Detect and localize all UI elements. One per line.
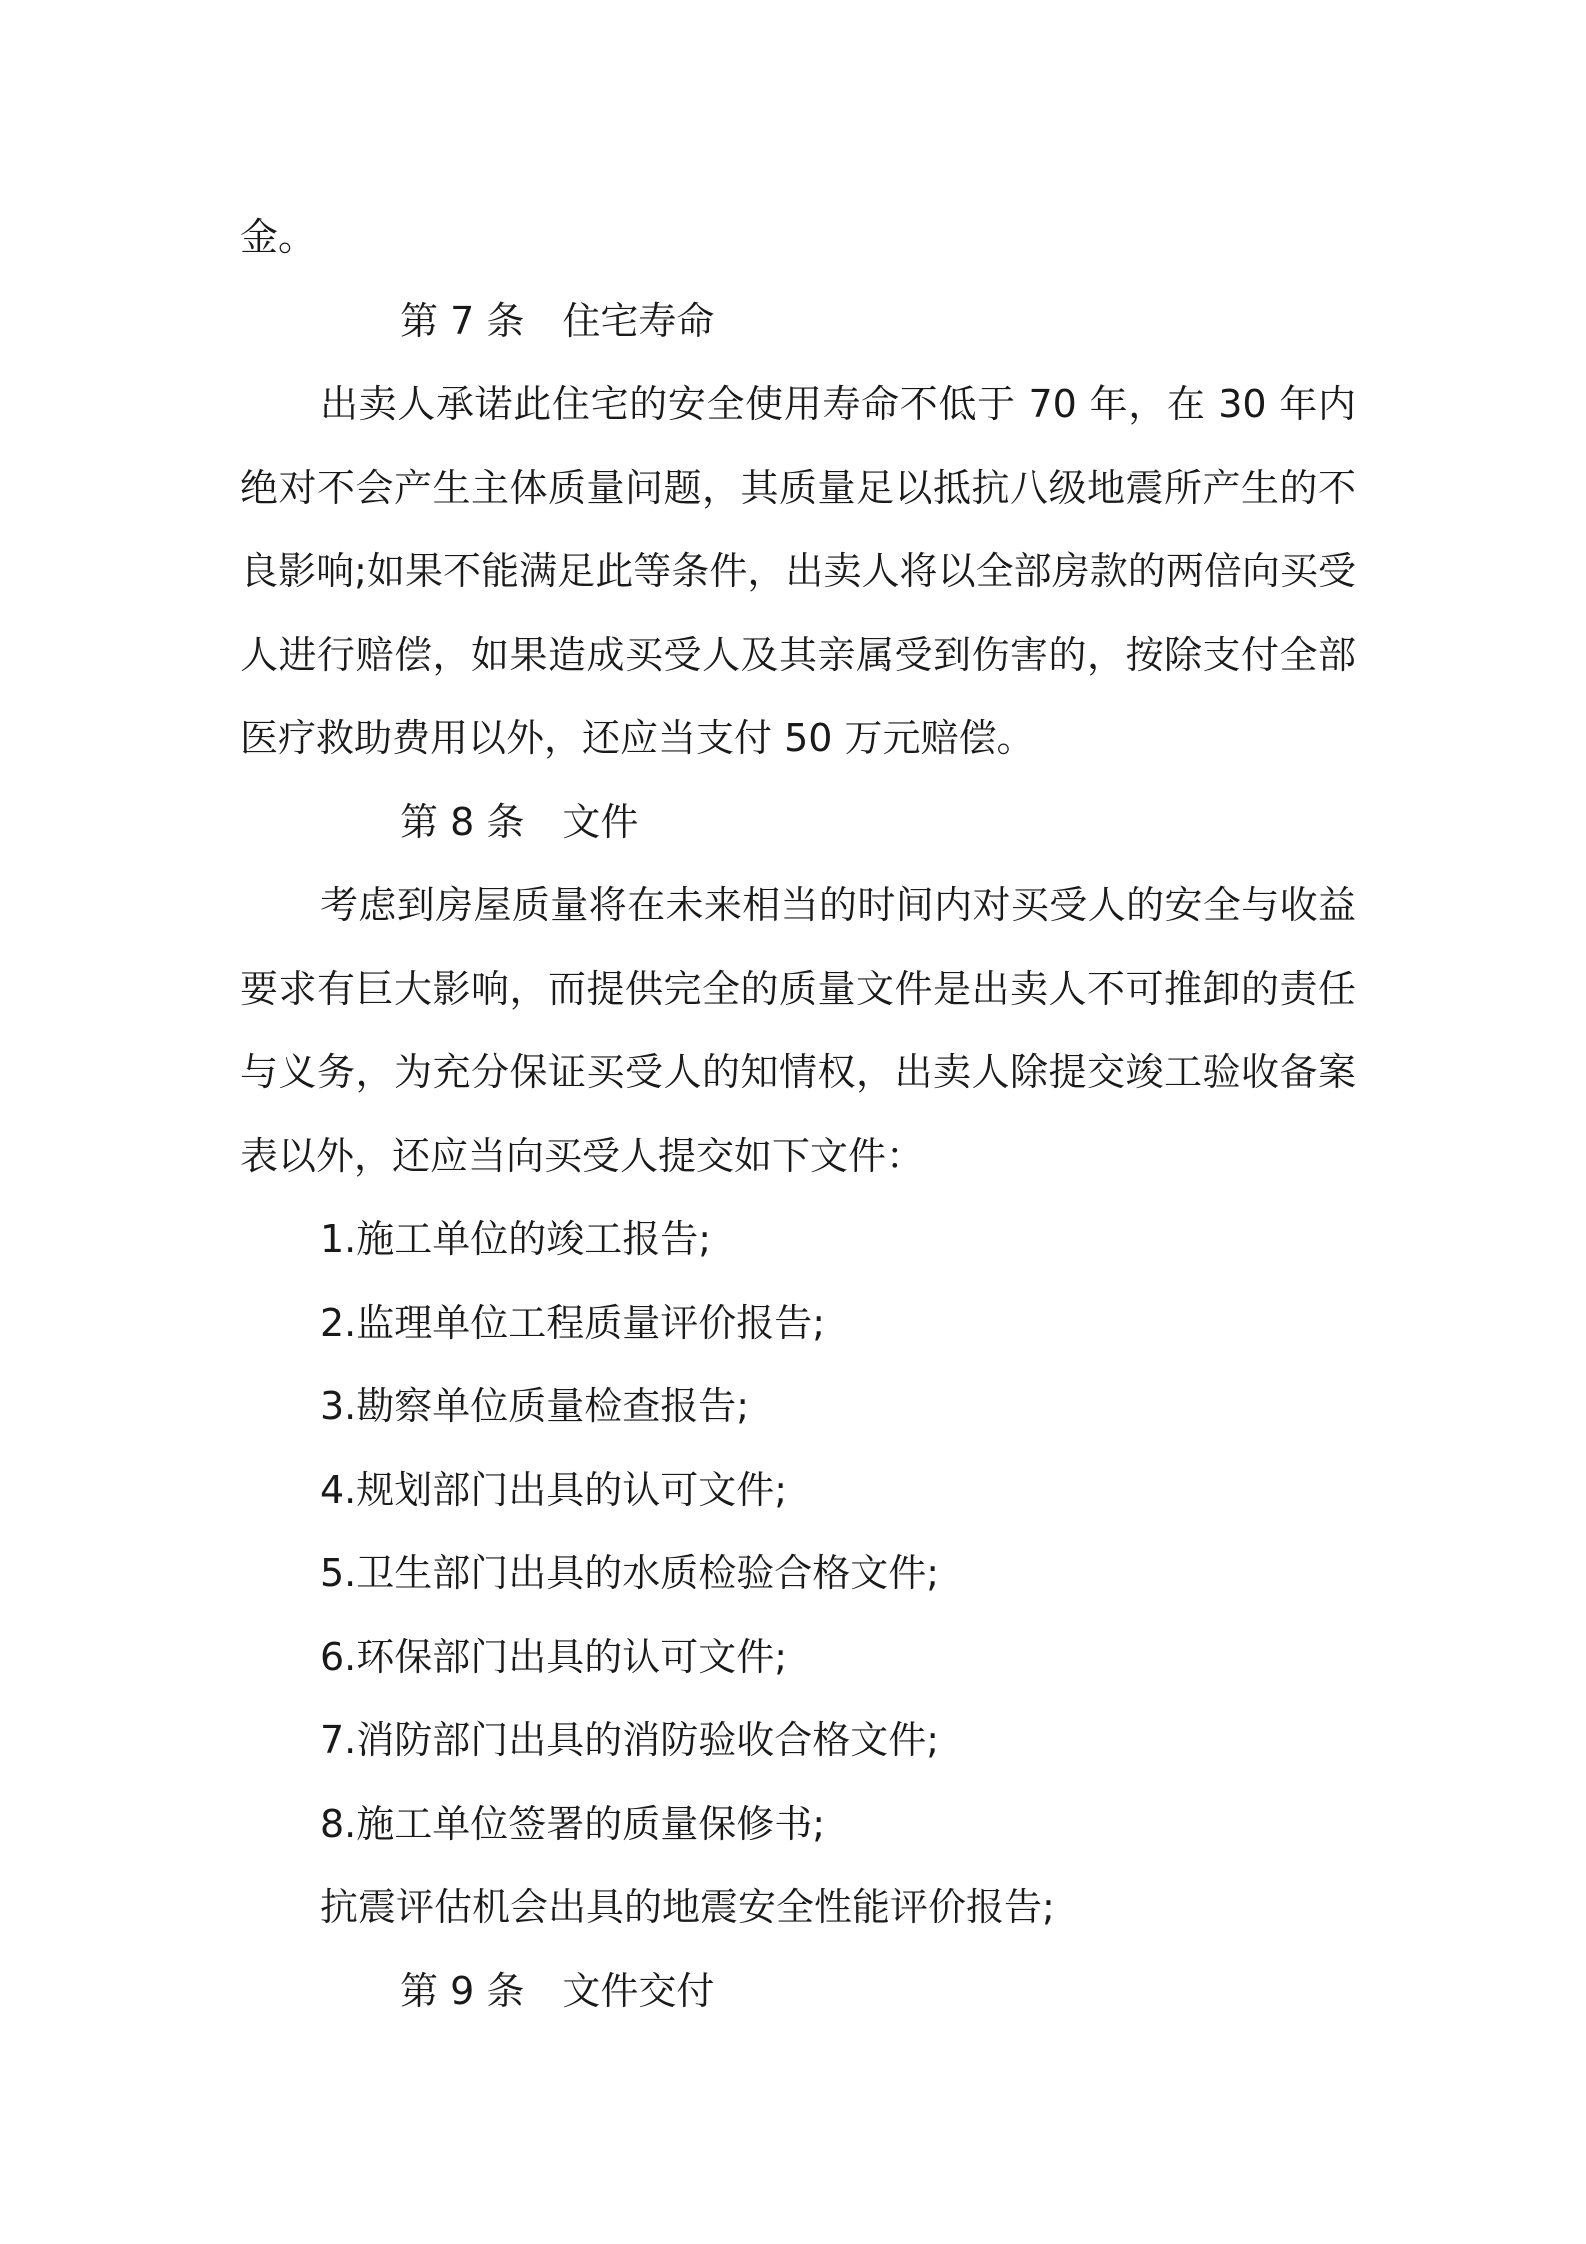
list-item: 3.勘察单位质量检查报告; <box>320 1384 750 1428</box>
article-8-title: 文件 <box>562 799 639 844</box>
article-9-heading <box>240 1950 1356 2034</box>
list-item: 8.施工单位签署的质量保修书; <box>320 1801 826 1846</box>
article-7-number: 第 7 条 <box>400 298 525 343</box>
list-item: 抗震评估机会出具的地震安全性能评价报告; <box>320 1885 1055 1929</box>
article-8-body: 考虑到房屋质量将在未来相当的时间内对买受人的安全与收益要求有巨大影响，而提供完全的质量文件是出卖人不可推卸的责任与义务，为充分保证买受人的知情权，出卖人除提交竣工验收备案表以外，还应当向买受人提交如下文件： <box>240 883 1356 1178</box>
document-body <box>240 196 1356 2033</box>
article-9-number: 第 9 条 <box>400 1968 525 2013</box>
list-item: 1.施工单位的竣工报告; <box>320 1217 712 1261</box>
list-item: 6.环保部门出具的认可文件; <box>320 1634 788 1679</box>
article-7-title: 住宅寿命 <box>562 298 715 343</box>
list-item: 7.消防部门出具的消防验收合格文件; <box>320 1718 940 1762</box>
list-item: 5.卫生部门出具的水质检验合格文件; <box>320 1551 940 1595</box>
article-8-heading <box>240 781 1356 865</box>
continuation-text: 金。 <box>240 215 317 259</box>
article-7-body: 出卖人承诺此住宅的安全使用寿命不低于 70 年，在 30 年内绝对不会产生主体质量问题，其质量足以抵抗八级地震所产生的不良影响;如果不能满足此等条件，出卖人将以全部房款的两倍向买受人进行赔偿，如果造成买受人及其亲属受到伤害的，按除支付全部医疗救助费用以外，还应当支付 50 万元赔偿。 <box>240 382 1356 760</box>
list-item: 4.规划部门出具的认可文件; <box>320 1467 788 1512</box>
article-7-heading <box>240 280 1356 364</box>
article-9-title: 文件交付 <box>562 1968 715 2013</box>
list-item: 2.监理单位工程质量评价报告; <box>320 1300 826 1345</box>
article-8-number: 第 8 条 <box>400 799 525 844</box>
